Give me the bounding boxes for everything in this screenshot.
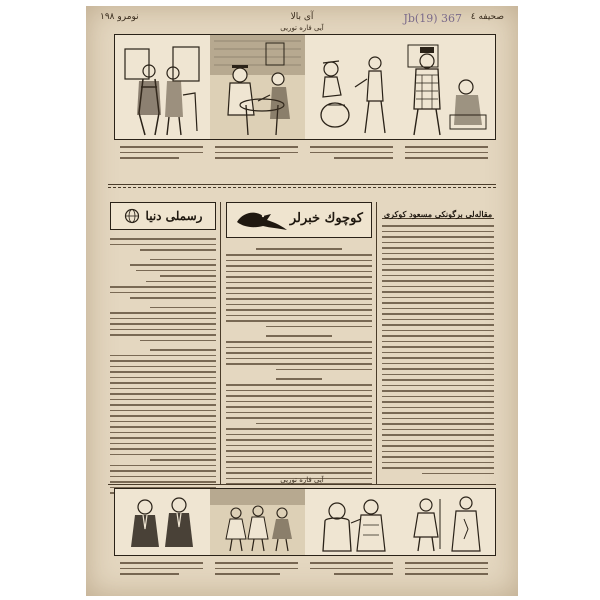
cartoon-illustration	[400, 35, 495, 139]
top-panel-3	[305, 35, 401, 139]
column-divider	[376, 202, 377, 484]
cartoon-illustration	[400, 489, 495, 555]
bottom-panel-3	[305, 489, 401, 555]
right-column	[382, 202, 494, 482]
top-panel-1	[115, 35, 211, 139]
top-strip-title: آيى فاره توريى	[280, 24, 324, 32]
right-column-text	[382, 219, 494, 474]
divider	[108, 187, 496, 188]
cartoon-illustration	[210, 489, 305, 555]
top-strip-captions	[114, 142, 494, 172]
cartoon-illustration	[305, 489, 400, 555]
bottom-panel-1	[115, 489, 211, 555]
bottom-strip-title: آيى فاره توريى	[280, 476, 324, 484]
right-heading: مقالەلى برگونكى مسعود كوكرى	[383, 209, 493, 219]
center-masthead: كوچوك خبرلر	[289, 211, 363, 226]
cartoon-illustration	[210, 35, 305, 139]
center-column	[226, 202, 372, 482]
top-panel-4	[400, 35, 495, 139]
bottom-panel-2	[210, 489, 306, 555]
divider	[108, 184, 496, 185]
page-label: صحيفه ٤	[470, 12, 504, 22]
issue-number: نومرو ١٩٨	[100, 12, 139, 22]
center-column-text	[226, 238, 372, 490]
globe-icon	[124, 208, 140, 224]
newspaper-page	[86, 6, 518, 596]
right-heading-box	[382, 202, 494, 219]
pencil-annotation: Jb(19) 367	[403, 12, 462, 25]
bottom-panel-4	[400, 489, 495, 555]
center-masthead-box	[226, 202, 372, 238]
divider	[108, 484, 496, 485]
bottom-strip-captions	[114, 558, 494, 588]
left-masthead-box	[110, 202, 216, 230]
left-column	[110, 202, 216, 482]
bird-icon	[233, 206, 291, 234]
left-column-text	[110, 230, 216, 499]
left-masthead: رسملى دنيا	[145, 209, 203, 223]
cartoon-illustration	[305, 35, 400, 139]
cartoon-illustration	[115, 489, 210, 555]
issue-title: آى بالا	[290, 12, 314, 22]
cartoon-illustration	[115, 35, 210, 139]
top-panel-2	[210, 35, 306, 139]
top-cartoon-strip	[114, 34, 496, 140]
column-divider	[220, 202, 221, 484]
bottom-cartoon-strip	[114, 488, 496, 556]
